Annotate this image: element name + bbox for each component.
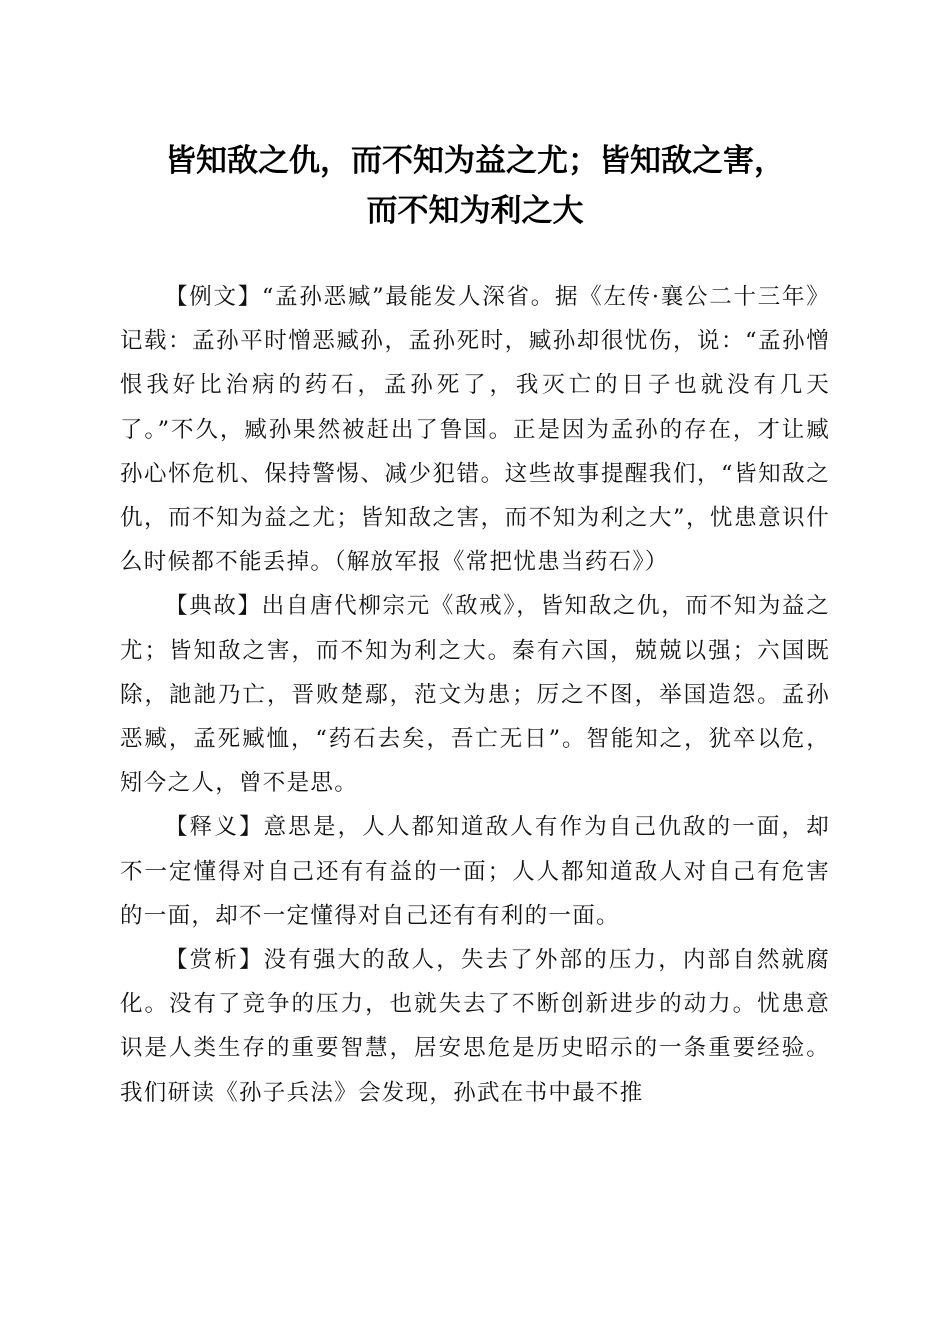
document-title — [100, 136, 850, 236]
title-line-1: 皆知敌之仇，而不知为益之尤；皆知敌之害， — [165, 143, 785, 179]
paragraph-appreciation: 【赏析】没有强大的敌人，失去了外部的压力，内部自然就腐化。没有了竞争的压力，也就失去了不断创新进步的动力。忧患意识是人类生存的重要智慧，居安思危是历史昭示的一条重要经验。我们研读《孙子兵法》会发现，孙武在书中最不推 — [120, 947, 830, 1106]
paragraph-allusion: 【典故】出自唐代柳宗元《敌戒》，皆知敌之仇，而不知为益之尤；皆知敌之害，而不知为利之大。秦有六国，兢兢以强；六国既除，訑訑乃亡，晋败楚鄢，范文为患；厉之不图，举国造怨。孟孙恶臧，孟死臧恤，“药石去矣，吾亡无日”。智能知之，犹卒以危，矧今之人，曾不是思。 — [120, 593, 830, 797]
document-body — [120, 275, 830, 1115]
paragraph-example: 【例文】“孟孙恶臧”最能发人深省。据《左传·襄公二十三年》记载：孟孙平时憎恶臧孙，孟孙死时，臧孙却很忧伤，说：“孟孙憎恨我好比治病的药石，孟孙死了，我灭亡的日子也就没有几天了。”不久，臧孙果然被赶出了鲁国。正是因为孟孙的存在，才让臧孙心怀危机、保持警惕、减少犯错。这些故事提醒我们，“皆知敌之仇，而不知为益之尤；皆知敌之害，而不知为利之大”，忧患意识什么时候都不能丢掉。（解放军报《常把忧患当药石》） — [120, 284, 830, 576]
paragraph-meaning: 【释义】意思是，人人都知道敌人有作为自己仇敌的一面，却不一定懂得对自己还有有益的一面；人人都知道敌人对自己有危害的一面，却不一定懂得对自己还有有利的一面。 — [120, 814, 830, 929]
title-line-2: 而不知为利之大 — [366, 193, 584, 229]
